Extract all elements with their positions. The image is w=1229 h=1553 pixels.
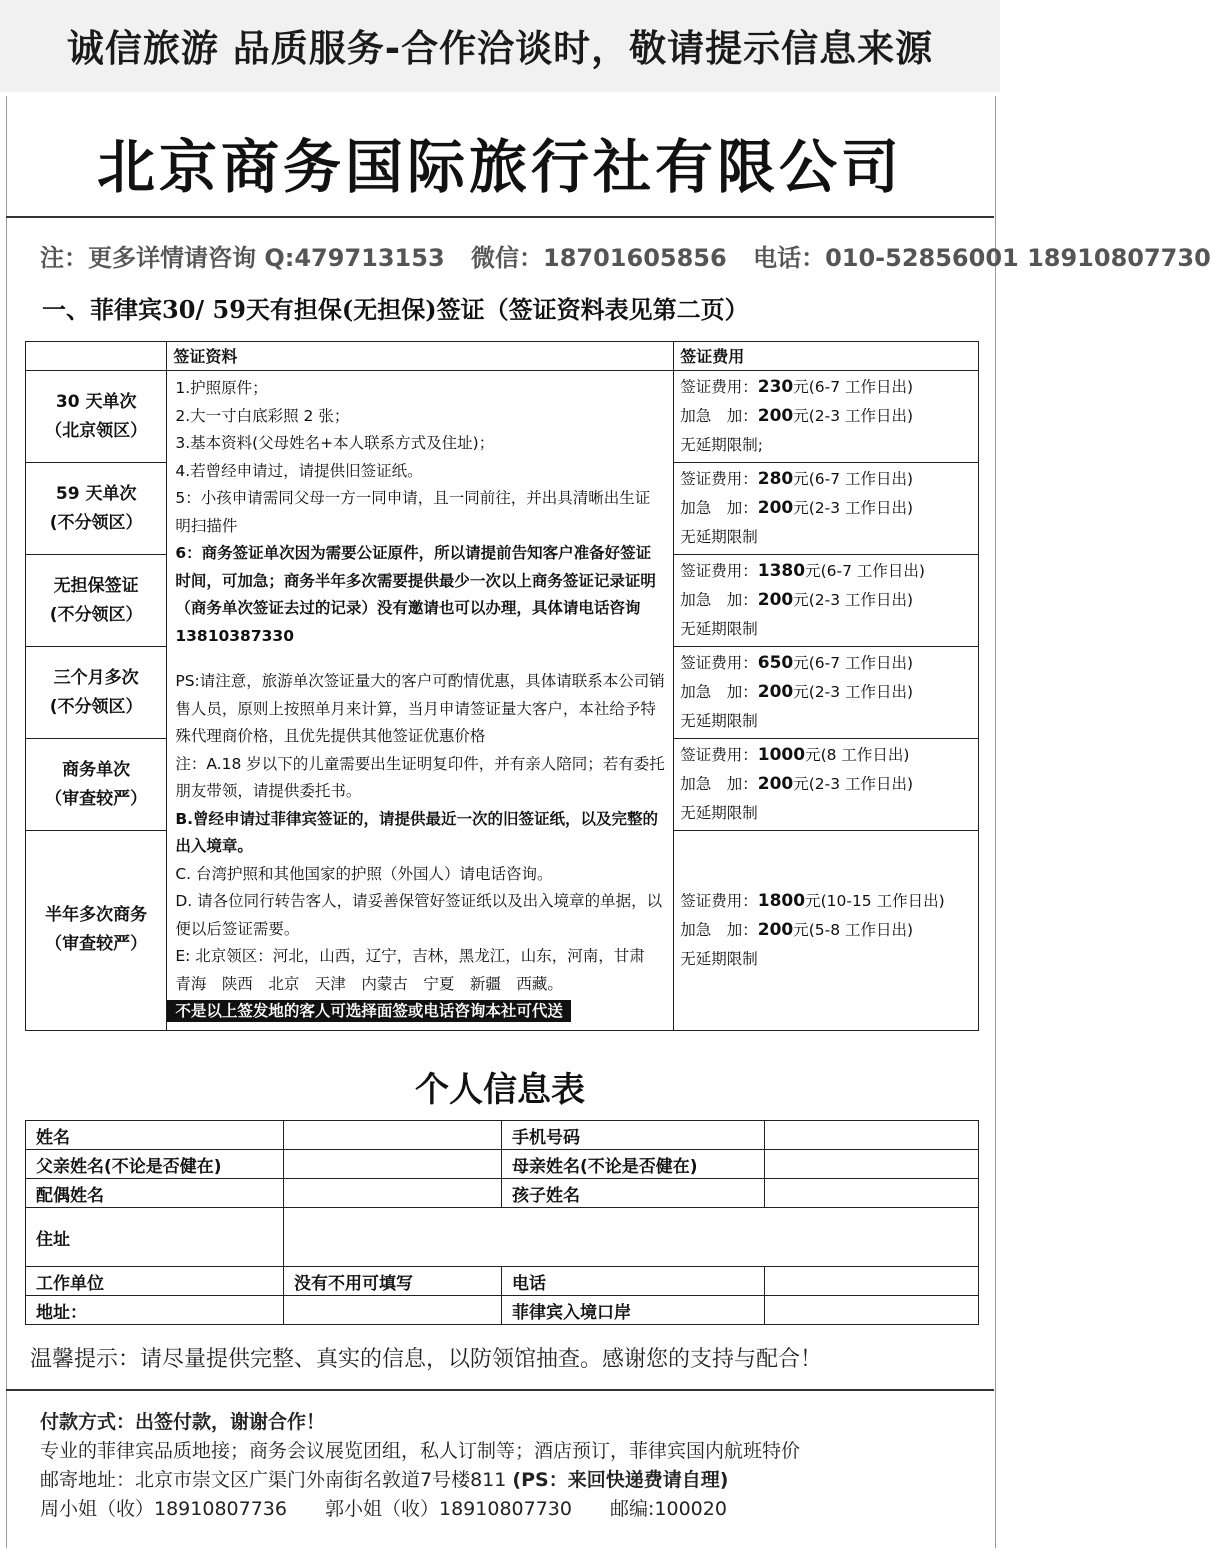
payment-text: 付款方式：出签付款，谢谢合作！ [40,1411,326,1433]
category-cell [26,739,167,831]
category-cell [26,831,167,1031]
footer [40,1408,980,1524]
input-work-address[interactable] [284,1296,502,1325]
form-row [26,1267,979,1296]
contact-line [40,238,1211,273]
header-requirements: 签证资料 [167,342,674,371]
rush-amount: 200 [757,774,794,794]
spacer [175,650,665,668]
rush-suffix: 元(2-3 工作日出) [793,591,914,609]
postcode: 邮编:100020 [610,1498,727,1520]
fee-label: 签证费用： [680,654,758,672]
req-4: 4.若曾经申请过，请提供旧签证纸。 [175,461,423,480]
fee-label: 签证费用： [680,470,758,488]
recipient-2: 郭小姐（收）18910807730 [325,1498,572,1520]
fee-extra: 无延期限制; [680,436,763,454]
recipient-1: 周小姐（收）18910807736 [40,1498,287,1520]
category-title: 30 天单次 [55,391,137,412]
fee-cell [674,739,979,831]
label-name: 姓名 [26,1121,284,1150]
category-cell [26,463,167,555]
personal-info-form [25,1120,979,1325]
category-title: 59 天单次 [55,483,137,504]
top-banner [0,0,1000,92]
contact-phone: 电话：010-52856001 18910807730 [753,244,1211,272]
input-spouse[interactable] [284,1179,502,1208]
form-row [26,1121,979,1150]
label-phone: 电话 [502,1267,765,1296]
input-child[interactable] [765,1179,979,1208]
req-3: 3.基本资料(父母姓名+本人联系方式及住址)； [175,434,495,452]
label-father: 父亲姓名(不论是否健在) [26,1150,284,1179]
input-phone[interactable] [765,1267,979,1296]
fee-suffix: 元(6-7 工作日出) [793,654,914,672]
contact-qq: 注：更多详情请咨询 Q:479713153 [40,244,445,272]
fee-amount: 650 [757,653,794,673]
category-title: 三个月多次 [53,667,139,688]
rush-label: 加急 加： [680,775,758,793]
form-row [26,1179,979,1208]
req-note-c: C. 台湾护照和其他国家的护照（外国人）请电话咨询。 [175,864,553,883]
fee-label: 签证费用： [680,746,758,764]
fee-cell [674,463,979,555]
rush-amount: 200 [757,919,794,940]
fee-label: 签证费用： [680,378,758,396]
fee-label: 签证费用： [680,891,758,910]
req-note-e: E: 北京领区：河北，山西，辽宁，吉林，黑龙江，山东，河南，甘肃 青海 陕西 北京 天津 内蒙古 宁夏 新疆 西藏。 [175,947,661,993]
fee-label: 签证费用： [680,562,758,580]
fee-extra: 无延期限制 [680,528,758,546]
divider [6,1389,994,1391]
req-6: 6：商务签证单次因为需要公证原件，所以请提前告知客户准备好签证时间，可加急；商务半年多次需要提供最少一次以上商务签证记录证明（商务单次签证去过的记录）没有邀请也可以办理，具体请电话咨询 13810387330 [175,544,656,645]
fee-cell [674,371,979,463]
fee-amount: 230 [757,377,794,397]
rush-suffix: 元(5-8 工作日出) [793,920,914,939]
fee-extra: 无延期限制 [680,712,758,730]
label-entry-port: 菲律宾入境口岸 [502,1296,765,1325]
rush-label: 加急 加： [680,591,758,609]
fee-suffix: 元(6-7 工作日出) [805,562,925,580]
section-title: 一、菲律宾30/ 59天有担保(无担保)签证（签证资料表见第二页） [42,295,749,324]
fee-suffix: 元(6-7 工作日出) [793,378,914,396]
fee-extra: 无延期限制 [680,804,758,822]
mail-note: (PS：来回快递费请自理) [512,1469,729,1491]
category-title: 商务单次 [62,759,131,780]
company-name: 北京商务国际旅行社有限公司 [96,133,903,201]
req-5: 5：小孩申请需同父母一方一同申请，且一同前往，并出具清晰出生证明扫描件 [175,489,651,535]
rush-amount: 200 [757,406,794,426]
notice-text: 温馨提示：请尽量提供完整、真实的信息，以防领馆抽查。感谢您的支持与配合！ [30,1347,823,1372]
fee-amount: 1800 [757,890,806,911]
category-region: （审查较严） [45,788,148,809]
header-fees: 签证费用 [674,342,979,371]
header-blank [26,342,167,371]
input-name[interactable] [284,1121,502,1150]
category-title: 半年多次商务 [45,905,148,926]
fee-cell [674,647,979,739]
req-ps: PS:请注意，旅游单次签证量大的客户可酌情优惠，具体请联系本公司销售人员，原则上按照单月来计算，当月申请签证量大客户，本社给予特殊代理商价格，且优先提供其他签证优惠价格 [175,672,665,745]
info-form-title: 个人信息表 [415,1070,585,1110]
category-cell [26,647,167,739]
label-work-address: 地址： [26,1296,284,1325]
label-employer: 工作单位 [26,1267,284,1296]
label-mother: 母亲姓名(不论是否健在) [502,1150,765,1179]
rush-amount: 200 [757,498,794,518]
form-row [26,1296,979,1325]
fee-amount: 1000 [757,745,806,765]
rush-label: 加急 加： [680,407,758,425]
fee-cell [674,831,979,1031]
input-entry-port[interactable] [765,1296,979,1325]
category-region: （审查较严） [45,934,148,955]
rush-suffix: 元(2-3 工作日出) [793,683,914,701]
rush-label: 加急 加： [680,683,758,701]
category-region: (不分领区） [49,512,143,533]
requirements-cell [167,371,674,1031]
banner-text: 诚信旅游 品质服务-合作洽谈时，敬请提示信息来源 [66,27,934,70]
req-1: 1.护照原件； [175,379,268,397]
fee-cell [674,555,979,647]
table-row [26,371,979,463]
input-father[interactable] [284,1150,502,1179]
form-row [26,1208,979,1267]
table-header-row [26,342,979,371]
category-cell [26,555,167,647]
rush-label: 加急 加： [680,499,758,517]
category-cell [26,371,167,463]
rush-amount: 200 [757,590,794,610]
fee-amount: 280 [757,469,794,489]
rush-amount: 200 [757,682,794,702]
rush-suffix: 元(2-3 工作日出) [793,499,914,517]
req-note-a: 注：A.18 岁以下的儿童需要出生证明复印件，并有亲人陪同；若有委托朋友带领，请提供委托书。 [175,754,665,800]
category-title: 无担保签证 [53,575,139,596]
req-2: 2.大一寸白底彩照 2 张； [175,406,350,425]
req-note-d: D. 请各位同行转告客人，请妥善保管好签证纸以及出入境章的单据，以便以后签证需要。 [175,892,663,938]
input-mother[interactable] [765,1150,979,1179]
req-note-b: B.曾经申请过菲律宾签证的，请提供最近一次的旧签证纸，以及完整的出入境章。 [175,809,659,855]
employer-hint: 没有不用可填写 [284,1267,502,1296]
label-address: 住址 [26,1208,284,1267]
fee-suffix: 元(10-15 工作日出) [805,891,945,910]
rush-suffix: 元(2-3 工作日出) [793,775,914,793]
fee-extra: 无延期限制 [680,949,758,968]
req-black-note: 不是以上签发地的客人可选择面签或电话咨询本社可代送 [167,1000,571,1022]
fee-extra: 无延期限制 [680,620,758,638]
category-region: (不分领区） [49,696,143,717]
fee-suffix: 元(6-7 工作日出) [793,470,914,488]
contact-wechat: 微信：18701605856 [471,244,727,272]
mail-address: 邮寄地址：北京市崇文区广渠门外南街名敦道7号楼811 [40,1469,507,1491]
services-text: 专业的菲律宾品质地接；商务会议展览团组，私人订制等；酒店预订，菲律宾国内航班特价 [40,1440,801,1462]
label-child: 孩子姓名 [502,1179,765,1208]
category-region: （北京领区） [45,420,148,441]
input-address[interactable] [284,1208,979,1267]
divider [6,216,994,218]
category-region: (不分领区） [49,604,143,625]
label-spouse: 配偶姓名 [26,1179,284,1208]
input-mobile[interactable] [765,1121,979,1150]
fee-amount: 1380 [757,561,806,581]
rush-suffix: 元(2-3 工作日出) [793,407,914,425]
form-row [26,1150,979,1179]
fee-suffix: 元(8 工作日出) [805,746,910,764]
label-mobile: 手机号码 [502,1121,765,1150]
visa-table [25,341,979,1031]
rush-label: 加急 加： [680,920,758,939]
